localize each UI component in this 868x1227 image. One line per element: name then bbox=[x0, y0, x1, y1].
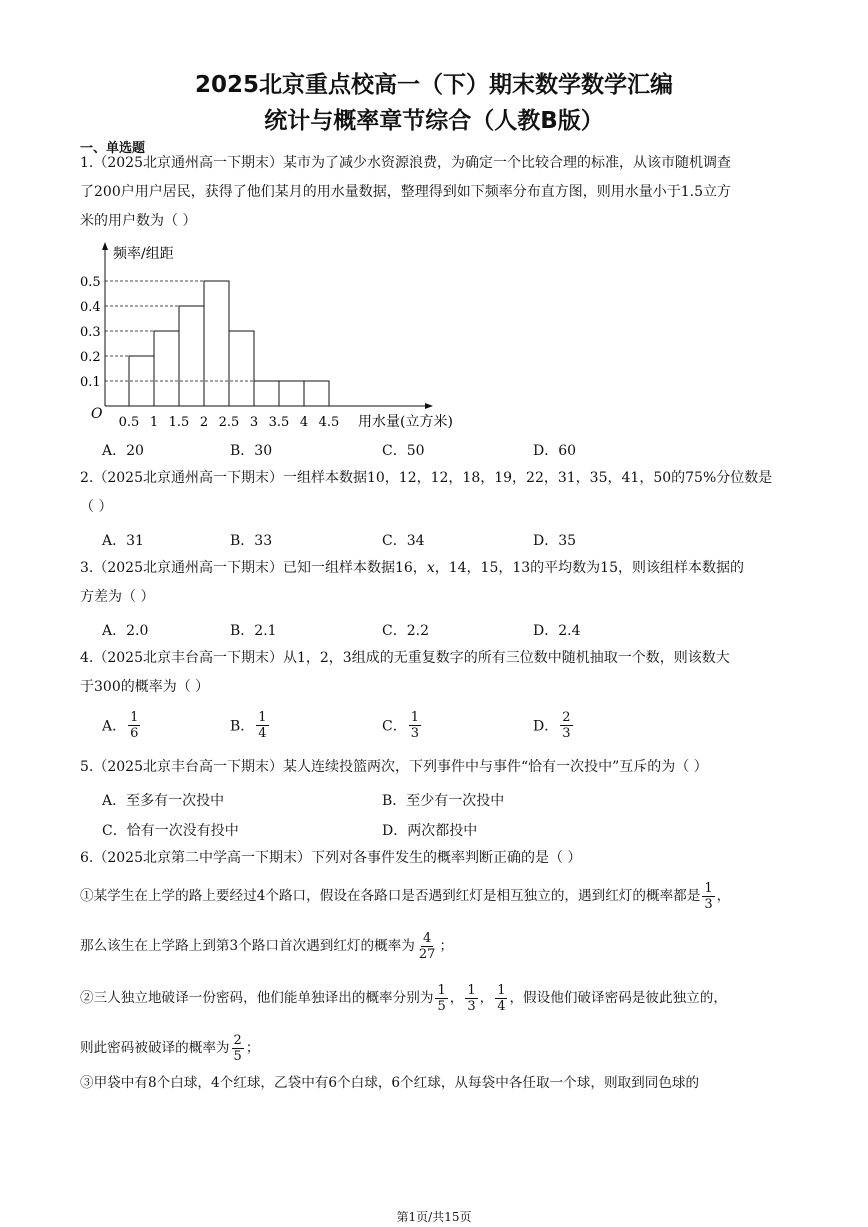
q6-s1-text-2: 那么该生在上学路上到第3个路口首次遇到红灯的概率为 bbox=[80, 938, 415, 954]
histogram-bar bbox=[304, 381, 329, 406]
q2-option-b[interactable]: B．33 bbox=[230, 533, 273, 549]
q5-option-d[interactable]: D．两次都投中 bbox=[382, 823, 478, 839]
q1-option-d[interactable]: D．60 bbox=[533, 443, 577, 459]
q3-option-c[interactable]: C．2.2 bbox=[382, 623, 429, 639]
x-tick-label: 2 bbox=[199, 415, 209, 430]
q6-statement-3: ③甲袋中有8个白球，4个红球，乙袋中有6个白球，6个红球，从每袋中各任取一个球，则取到同色球的 bbox=[80, 1075, 700, 1091]
q6-statement-1-cont bbox=[80, 931, 453, 962]
x-tick-label: 3 bbox=[249, 415, 259, 430]
histogram-bar bbox=[229, 331, 254, 406]
numerator: 1 bbox=[258, 710, 267, 725]
q4-option-c-label: C． bbox=[382, 718, 407, 735]
denominator: 5 bbox=[233, 1049, 242, 1064]
fraction bbox=[232, 1033, 244, 1064]
q6-s1-punct-2: ； bbox=[439, 938, 454, 954]
q6-s2-text: ②三人独立地破译一份密码，他们能单独译出的概率分别为 bbox=[80, 990, 434, 1006]
page-number: 第1页/共15页 bbox=[396, 1210, 472, 1224]
y-axis-label: 频率/组距 bbox=[113, 246, 174, 262]
q4-option-c[interactable] bbox=[382, 710, 423, 741]
document-title-line2: 统计与概率章节综合（人教B版） bbox=[264, 108, 604, 134]
fraction bbox=[128, 710, 140, 741]
document-title-line1: 2025北京重点校高一（下）期末数学数学汇编 bbox=[194, 72, 673, 98]
histogram-bar bbox=[279, 381, 304, 406]
q4-option-b[interactable] bbox=[230, 710, 271, 741]
numerator: 1 bbox=[704, 881, 713, 896]
q6-s2-punct: ； bbox=[245, 1040, 260, 1056]
fraction bbox=[702, 881, 714, 912]
denominator: 6 bbox=[130, 726, 139, 741]
q5-line1: 5.（2025北京丰台高一下期末）某人连续投篮两次，下列事件中与事件“恰有一次投中”互斥的为（ ） bbox=[80, 759, 708, 775]
denominator: 3 bbox=[562, 726, 571, 741]
q2-line2: （ ） bbox=[80, 499, 113, 515]
histogram-bar bbox=[204, 281, 229, 406]
histogram-bar bbox=[154, 331, 179, 406]
numerator: 1 bbox=[467, 983, 476, 998]
numerator: 2 bbox=[233, 1033, 242, 1048]
x-tick-label: 1 bbox=[149, 415, 159, 430]
denominator: 3 bbox=[467, 999, 476, 1014]
fraction bbox=[465, 983, 477, 1014]
y-tick-label: 0.3 bbox=[80, 325, 101, 340]
q3-option-b[interactable]: B．2.1 bbox=[230, 623, 277, 639]
q6-s2-sep: ， bbox=[449, 990, 464, 1006]
fraction bbox=[495, 983, 507, 1014]
numerator: 1 bbox=[410, 710, 419, 725]
numerator: 1 bbox=[497, 983, 506, 998]
q3-line1-start: 3.（2025北京通州高一下期末）已知一组样本数据16， bbox=[80, 560, 427, 576]
q4-option-a[interactable] bbox=[102, 710, 142, 741]
denominator: 4 bbox=[497, 999, 506, 1014]
q6-s2-text-2: 则此密码被破译的概率为 bbox=[80, 1040, 230, 1056]
numerator: 1 bbox=[130, 710, 139, 725]
x-axis-arrow bbox=[425, 403, 433, 409]
fraction bbox=[256, 710, 268, 741]
histogram-bar bbox=[179, 306, 204, 406]
q1-option-b[interactable]: B．30 bbox=[230, 443, 273, 459]
x-tick-label: 0.5 bbox=[118, 415, 140, 430]
q4-option-d-label: D． bbox=[533, 718, 559, 735]
x-tick-label: 2.5 bbox=[218, 415, 240, 430]
fraction bbox=[435, 983, 447, 1014]
q6-statement-1 bbox=[80, 881, 730, 912]
q3-option-a[interactable]: A．2.0 bbox=[102, 623, 149, 639]
y-tick-label: 0.1 bbox=[80, 375, 101, 390]
q2-option-c[interactable]: C．34 bbox=[382, 533, 425, 549]
fraction bbox=[409, 710, 421, 741]
q1-option-c[interactable]: C．50 bbox=[382, 443, 425, 459]
q3-line1-end: ，14，15，13的平均数为15，则该组样本数据的 bbox=[434, 560, 744, 576]
q6-s2-text-end: ，假设他们破译密码是彼此独立的， bbox=[509, 990, 727, 1006]
q4-line2: 于300的概率为（ ） bbox=[80, 679, 210, 695]
q6-statement-2-cont bbox=[80, 1033, 259, 1064]
histogram-chart bbox=[80, 238, 500, 438]
x-tick-label: 4.5 bbox=[318, 415, 340, 430]
q5-option-c[interactable]: C．恰有一次没有投中 bbox=[102, 823, 239, 839]
q2-option-a[interactable]: A．31 bbox=[102, 533, 144, 549]
q1-line1: 1.（2025北京通州高一下期末）某市为了减少水资源浪费，为确定一个比较合理的标准，从该市随机调查 bbox=[80, 155, 731, 171]
q6-s1-text: ①某学生在上学的路上要经过4个路口，假设在各路口是否遇到红灯是相互独立的，遇到红灯的概率都是 bbox=[80, 888, 701, 904]
q6-line1: 6.（2025北京第二中学高一下期末）下列对各事件发生的概率判断正确的是（ ） bbox=[80, 850, 582, 866]
numerator: 4 bbox=[423, 931, 432, 946]
q2-line1: 2.（2025北京通州高一下期末）一组样本数据10，12，12，18，19，22，31，35，41，50的75%分位数是 bbox=[80, 470, 773, 486]
x-tick-label: 4 bbox=[299, 415, 309, 430]
denominator: 5 bbox=[437, 999, 446, 1014]
denominator: 27 bbox=[418, 947, 436, 962]
numerator: 2 bbox=[562, 710, 571, 725]
q1-option-a[interactable]: A．20 bbox=[102, 443, 144, 459]
q6-s1-punct: ， bbox=[716, 888, 731, 904]
q4-option-b-label: B． bbox=[230, 718, 255, 735]
histogram-bar bbox=[254, 381, 279, 406]
y-tick-label: 0.5 bbox=[80, 275, 101, 290]
q3-line1 bbox=[80, 554, 744, 583]
q3-line2: 方差为（ ） bbox=[80, 589, 155, 605]
y-tick-label: 0.2 bbox=[80, 350, 101, 365]
x-tick-label: 1.5 bbox=[168, 415, 190, 430]
q5-option-a[interactable]: A．至多有一次投中 bbox=[102, 793, 225, 809]
denominator: 3 bbox=[410, 726, 419, 741]
q1-line2: 了200户用户居民，获得了他们某月的用水量数据，整理得到如下频率分布直方图，则用水量小于1.5立方 bbox=[80, 184, 731, 200]
y-tick-label: 0.4 bbox=[80, 300, 101, 315]
section-heading: 一、单选题 bbox=[80, 141, 146, 156]
q3-option-d[interactable]: D．2.4 bbox=[533, 623, 581, 639]
denominator: 4 bbox=[258, 726, 267, 741]
x-tick-label: 3.5 bbox=[268, 415, 290, 430]
fraction bbox=[417, 931, 438, 962]
y-axis-arrow bbox=[102, 242, 108, 250]
q1-line3: 米的用户数为（ ） bbox=[80, 213, 197, 229]
q4-line1: 4.（2025北京丰台高一下期末）从1，2，3组成的无重复数字的所有三位数中随机抽取一个数，则该数大 bbox=[80, 650, 730, 666]
q4-option-a-label: A． bbox=[102, 718, 127, 735]
q5-option-b[interactable]: B．至少有一次投中 bbox=[382, 793, 505, 809]
q3-variable: x bbox=[426, 560, 435, 576]
denominator: 3 bbox=[704, 897, 713, 912]
q6-s2-sep: ， bbox=[479, 990, 494, 1006]
origin-label: O bbox=[91, 406, 103, 422]
q4-option-d[interactable] bbox=[533, 710, 575, 741]
q2-option-d[interactable]: D．35 bbox=[533, 533, 577, 549]
fraction bbox=[560, 710, 572, 741]
numerator: 1 bbox=[437, 983, 446, 998]
x-axis-label: 用水量(立方米) bbox=[358, 414, 453, 430]
q6-statement-2 bbox=[80, 983, 727, 1014]
